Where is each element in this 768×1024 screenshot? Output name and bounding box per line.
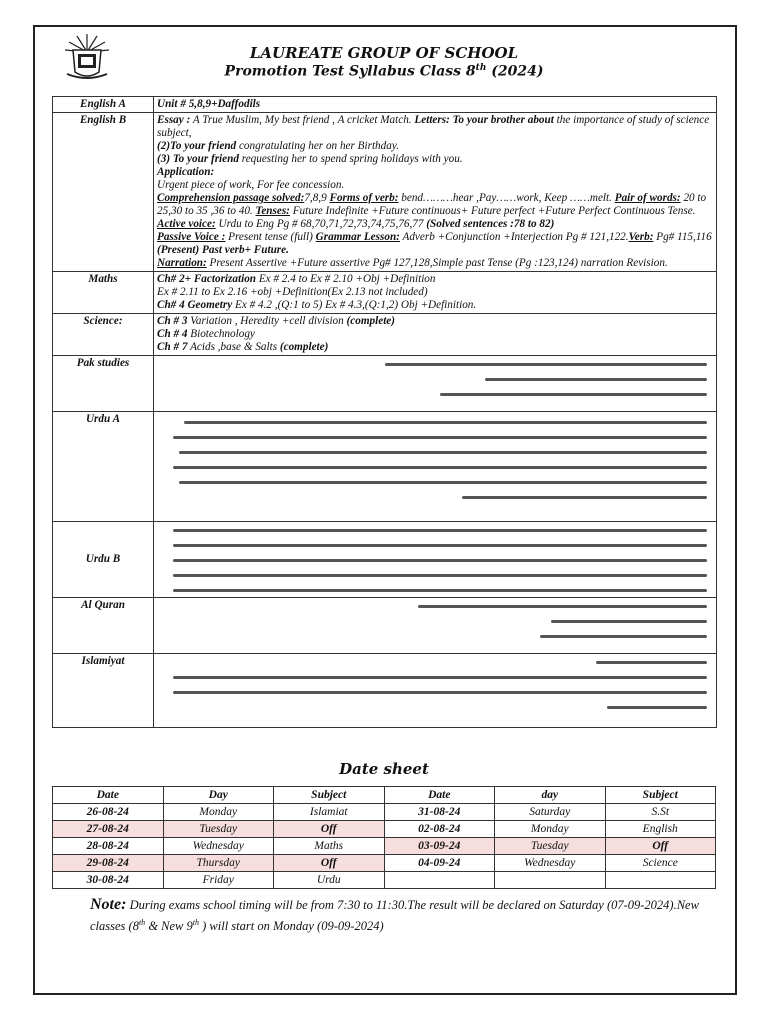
school-name: LAUREATE GROUP OF SCHOOL <box>249 44 519 62</box>
urdu-a-urdu-text <box>154 412 717 522</box>
header-day-2: day <box>495 787 606 804</box>
day-cell: Saturday <box>495 804 606 821</box>
day-cell: Thursday <box>163 855 274 872</box>
date-cell: 26-08-24 <box>53 804 164 821</box>
date-cell: 31-08-24 <box>384 804 495 821</box>
date-sheet-row <box>53 804 716 821</box>
subject-cell: English <box>605 821 716 838</box>
day-cell: Monday <box>163 804 274 821</box>
date-cell: 30-08-24 <box>53 872 164 889</box>
subject-cell: Off <box>605 838 716 855</box>
day-cell: Tuesday <box>163 821 274 838</box>
subject-science: Science: <box>53 314 154 356</box>
day-cell: Friday <box>163 872 274 889</box>
subject-islamiyat: Islamiyat <box>53 654 154 728</box>
row-pak-studies <box>53 356 717 412</box>
english-b-content: Essay : A True Muslim, My best friend , A cricket Match. Letters: To your brother about the importance of study of science subject, (2)To your friend congratulating her on her Birthday. (3) To your friend requesting her to spend spring holidays with you. Application: Urgent piece of work, For fee concession. Comprehension passage solved:7,8,9 Forms of verb: bend………hear ,Pay……work, Keep ……melt. Pair of words: 20 to 25,30 to 35 ,36 to 40. Tenses: Future Indefinite +Future continuous+ Future perfect +Future Perfect Continuous Tense. Active voice: Urdu to Eng Pg # 68,70,71,72,73,74,75,76,77 (Solved sentences :78 to 82) Passive Voice : Present tense (full) Grammar Lesson: Adverb +Conjunction +Interjection Pg # 121,122.Verb: Pg# 115,116 (Present) Past verb+ Future. Narration: Present Assertive +Future assertive Pg# 127,128,Simple past Tense (Pg :123,124) narration Revision. <box>154 113 717 272</box>
subject-english-a: English A <box>53 97 154 113</box>
date-cell: 04-09-24 <box>384 855 495 872</box>
header-date-2: Date <box>384 787 495 804</box>
row-maths <box>53 272 717 314</box>
subject-cell: S.St <box>605 804 716 821</box>
date-cell: 28-08-24 <box>53 838 164 855</box>
date-sheet-row <box>53 872 716 889</box>
date-sheet-row <box>53 838 716 855</box>
header-subject: Subject <box>274 787 385 804</box>
science-content: Ch # 3 Variation , Heredity +cell division (complete) Ch # 4 Biotechnology Ch # 7 Acids ,base & Salts (complete) <box>154 314 717 356</box>
day-cell: Tuesday <box>495 838 606 855</box>
subject-pak-studies: Pak studies <box>53 356 154 412</box>
row-english-b <box>53 113 717 272</box>
header-date: Date <box>53 787 164 804</box>
header-subject-2: Subject <box>605 787 716 804</box>
subject-cell: Off <box>274 855 385 872</box>
syllabus-table <box>52 96 717 728</box>
header-day: Day <box>163 787 274 804</box>
subject-cell: Urdu <box>274 872 385 889</box>
row-english-a <box>53 97 717 113</box>
subject-urdu-b: Urdu B <box>53 522 154 598</box>
row-islamiyat <box>53 654 717 728</box>
exam-note: Note: During exams school timing will be from 7:30 to 11:30.The result will be declared on Saturday (07-09-2024).New classes (8th & New 9th ) will start on Monday (09-09-2024) <box>90 896 699 934</box>
subject-english-b: English B <box>53 113 154 272</box>
subject-maths: Maths <box>53 272 154 314</box>
day-cell: Monday <box>495 821 606 838</box>
al-quran-urdu-text <box>154 598 717 654</box>
subject-cell: Maths <box>274 838 385 855</box>
date-sheet-header <box>53 787 716 804</box>
day-cell: Wednesday <box>495 855 606 872</box>
islamiyat-urdu-text <box>154 654 717 728</box>
english-a-content: Unit # 5,8,9+Daffodils <box>154 97 717 113</box>
syllabus-title: Promotion Test Syllabus Class 8th (2024) <box>224 63 544 80</box>
subject-cell: Islamiat <box>274 804 385 821</box>
row-urdu-b <box>53 522 717 598</box>
row-science <box>53 314 717 356</box>
subject-cell: Science <box>605 855 716 872</box>
subject-cell: Off <box>274 821 385 838</box>
date-cell: 27-08-24 <box>53 821 164 838</box>
row-al-quran <box>53 598 717 654</box>
date-sheet-title: Date sheet <box>339 760 429 778</box>
subject-al-quran: Al Quran <box>53 598 154 654</box>
date-sheet-table <box>52 786 716 889</box>
day-cell: Wednesday <box>163 838 274 855</box>
date-cell <box>384 872 495 889</box>
date-cell: 29-08-24 <box>53 855 164 872</box>
subject-cell <box>605 872 716 889</box>
maths-content: Ch# 2+ Factorization Ex # 2.4 to Ex # 2.10 +Obj +Definition Ex # 2.11 to Ex 2.16 +obj +Definition(Ex 2.13 not included) Ch# 4 Geometry Ex # 4.2 ,(Q:1 to 5) Ex # 4.3,(Q:1,2) Obj +Definition. <box>154 272 717 314</box>
date-sheet-row <box>53 821 716 838</box>
pak-studies-urdu-text <box>154 356 717 412</box>
row-urdu-a <box>53 412 717 522</box>
date-cell: 02-08-24 <box>384 821 495 838</box>
date-sheet-row <box>53 855 716 872</box>
date-cell: 03-09-24 <box>384 838 495 855</box>
day-cell <box>495 872 606 889</box>
subject-urdu-a: Urdu A <box>53 412 154 522</box>
urdu-b-urdu-text <box>154 522 717 598</box>
